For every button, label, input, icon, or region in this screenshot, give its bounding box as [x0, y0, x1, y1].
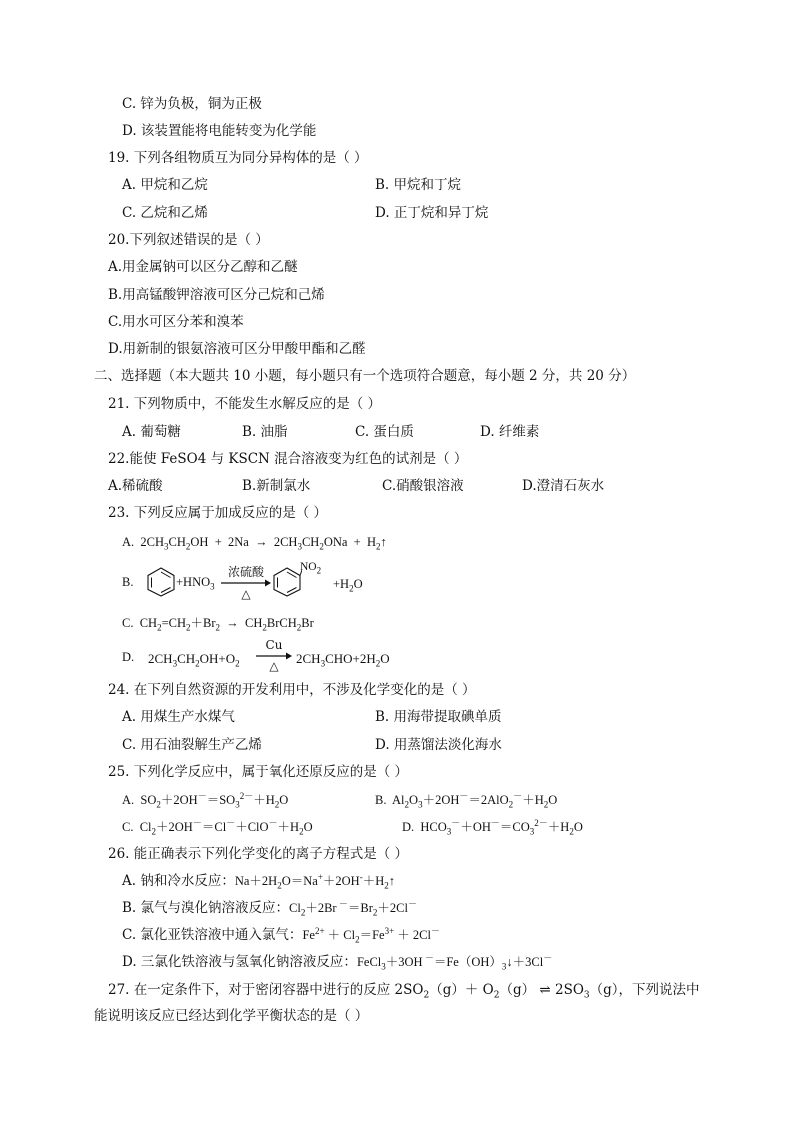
q20-option-c: C.用水可区分苯和溴苯: [108, 314, 244, 330]
q23-option-d-label: D.: [122, 650, 135, 664]
q24-option-b: B. 用海带提取碘单质: [375, 709, 502, 725]
q26-option-c: C. 氯化亚铁溶液中通入氯气：$Fe^{2+} + Cl_2=Fe^{3+} + 2Cl^-$: [122, 925, 440, 945]
q26-option-d: D. 三氯化铁溶液与氢氧化钠溶液反应：FeCl$_3$＋3OH $^-=Fe(OH)_3↓+3Cl^-$: [122, 952, 553, 972]
q23-d-condition-top: Cu: [265, 638, 283, 652]
nitrobenzene-ring-icon: [272, 566, 302, 598]
q23-b-condition-bottom: △: [241, 587, 251, 601]
q23-option-b-label: B.: [122, 575, 134, 589]
q22-stem: 22.能使 FeSO4 与 KSCN 混合溶液变为红色的试剂是（ ）: [108, 451, 468, 467]
q19-option-d: D. 正丁烷和异丁烷: [375, 205, 489, 221]
q21-option-d: D. 纤维素: [480, 424, 540, 440]
q18-option-c: C. 锌为负极，铜为正极: [122, 96, 262, 112]
q24-stem: 24. 在下列自然资源的开发利用中，不涉及化学变化的是（ ）: [108, 682, 476, 698]
q25-option-a: A. $SO_2+2OH^-=SO_3^{2-}+H_2O$: [122, 790, 289, 810]
q24-option-c: C. 用石油裂解生产乙烯: [122, 737, 262, 753]
q22-option-c: C.硝酸银溶液: [382, 478, 464, 494]
q19-option-c: C. 乙烷和乙烯: [122, 205, 208, 221]
q23-option-c: C. $CH_2=CH_2+Br_2$ → $CH_2BrCH_2Br$: [122, 616, 314, 633]
q23-d-arrow: [256, 639, 292, 673]
section-2-heading: 二、选择题（本大题共 10 小题，每小题只有一个选项符合题意，每小题 2 分，共 20 分）: [94, 368, 636, 384]
benzene-ring-icon: [146, 566, 176, 598]
q20-option-b: B.用高锰酸钾溶液可区分己烷和己烯: [108, 287, 325, 303]
q23-option-a: A. $2CH_3CH_2OH + 2Na \to 2CH_3CH_2ONa$ + $H_2↑$: [122, 535, 387, 552]
q23-b-no2-group: $NO_2$: [300, 561, 322, 576]
q19-stem: 19. 下列各组物质互为同分异构体的是（ ）: [108, 150, 368, 166]
q25-option-c: C. $Cl_2+2OH^-=Cl^-+ClO^-+H_2O$: [122, 817, 313, 837]
q20-stem: 20.下列叙述错误的是（ ）: [108, 232, 269, 248]
q23-b-arrow: [221, 565, 271, 601]
q20-option-a: A.用金属钠可以区分乙醇和乙醚: [108, 259, 298, 275]
arrow-right-icon: [221, 579, 271, 587]
q26-stem: 26. 能正确表示下列化学变化的离子方程式是（ ）: [108, 846, 409, 862]
q21-option-a: A. 葡萄糖: [122, 424, 181, 440]
q21-stem: 21. 下列物质中，不能发生水解反应的是（ ）: [108, 396, 382, 412]
q22-option-a: A.稀硫酸: [108, 478, 163, 494]
q23-d-products: $2CH_3CHO+2H_2O$: [296, 651, 390, 669]
q23-stem: 23. 下列反应属于加成反应的是（ ）: [108, 505, 328, 521]
q26-option-b: B. 氯气与溴化钠溶液反应：$Cl_2+2Br$ $^-=Br_2+2Cl^-$: [122, 898, 417, 918]
q23-d-condition-bottom: △: [269, 659, 279, 673]
q26-option-a: A. 钠和冷水反应：$Na+2H_2O=Na^++2OH^-+H_2↑$: [122, 871, 395, 891]
q24-option-d: D. 用蒸馏法淡化海水: [375, 737, 502, 753]
q19-option-b: B. 甲烷和丁烷: [375, 177, 462, 193]
q24-option-a: A. 用煤生产水煤气: [122, 709, 235, 725]
q25-stem: 25. 下列化学反应中，属于氧化还原反应的是（ ）: [108, 764, 409, 780]
q25-option-b: B. $Al_2O_3+2OH^-=2AlO_2^-+H_2O$: [375, 790, 558, 810]
q27-stem-line-2: 能说明该反应已经达到化学平衡状态的是（ ）: [94, 1008, 369, 1024]
q22-option-d: D.澄清石灰水: [522, 478, 605, 494]
q18-option-d: D. 该装置能将电能转变为化学能: [122, 123, 317, 139]
q19-option-a: A. 甲烷和乙烷: [122, 177, 208, 193]
q23-b-reagent: $+HNO_3$: [176, 575, 215, 592]
q23-b-condition-top: 浓硫酸: [227, 565, 264, 579]
q21-option-c: C. 蛋白质: [355, 424, 414, 440]
q27-stem-line-1: 27. 在一定条件下，对于密闭容器中进行的反应 $2SO_2(g)+ O_2(g)$ ⇌ $2SO_3(g)$，下列说法中: [108, 982, 700, 1001]
q22-option-b: B.新制氯水: [242, 478, 311, 494]
q21-option-b: B. 油脂: [242, 424, 288, 440]
q23-d-reactants: $2CH_3CH_2OH+O_2$: [148, 651, 240, 669]
q20-option-d: D.用新制的银氨溶液可区分甲酸甲酯和乙醛: [108, 341, 366, 357]
q25-option-d: D. $HCO_3^-+OH^-=CO_3^{2-}+H_2O$: [402, 817, 583, 837]
q23-b-water: $+H_2O$: [333, 577, 363, 594]
